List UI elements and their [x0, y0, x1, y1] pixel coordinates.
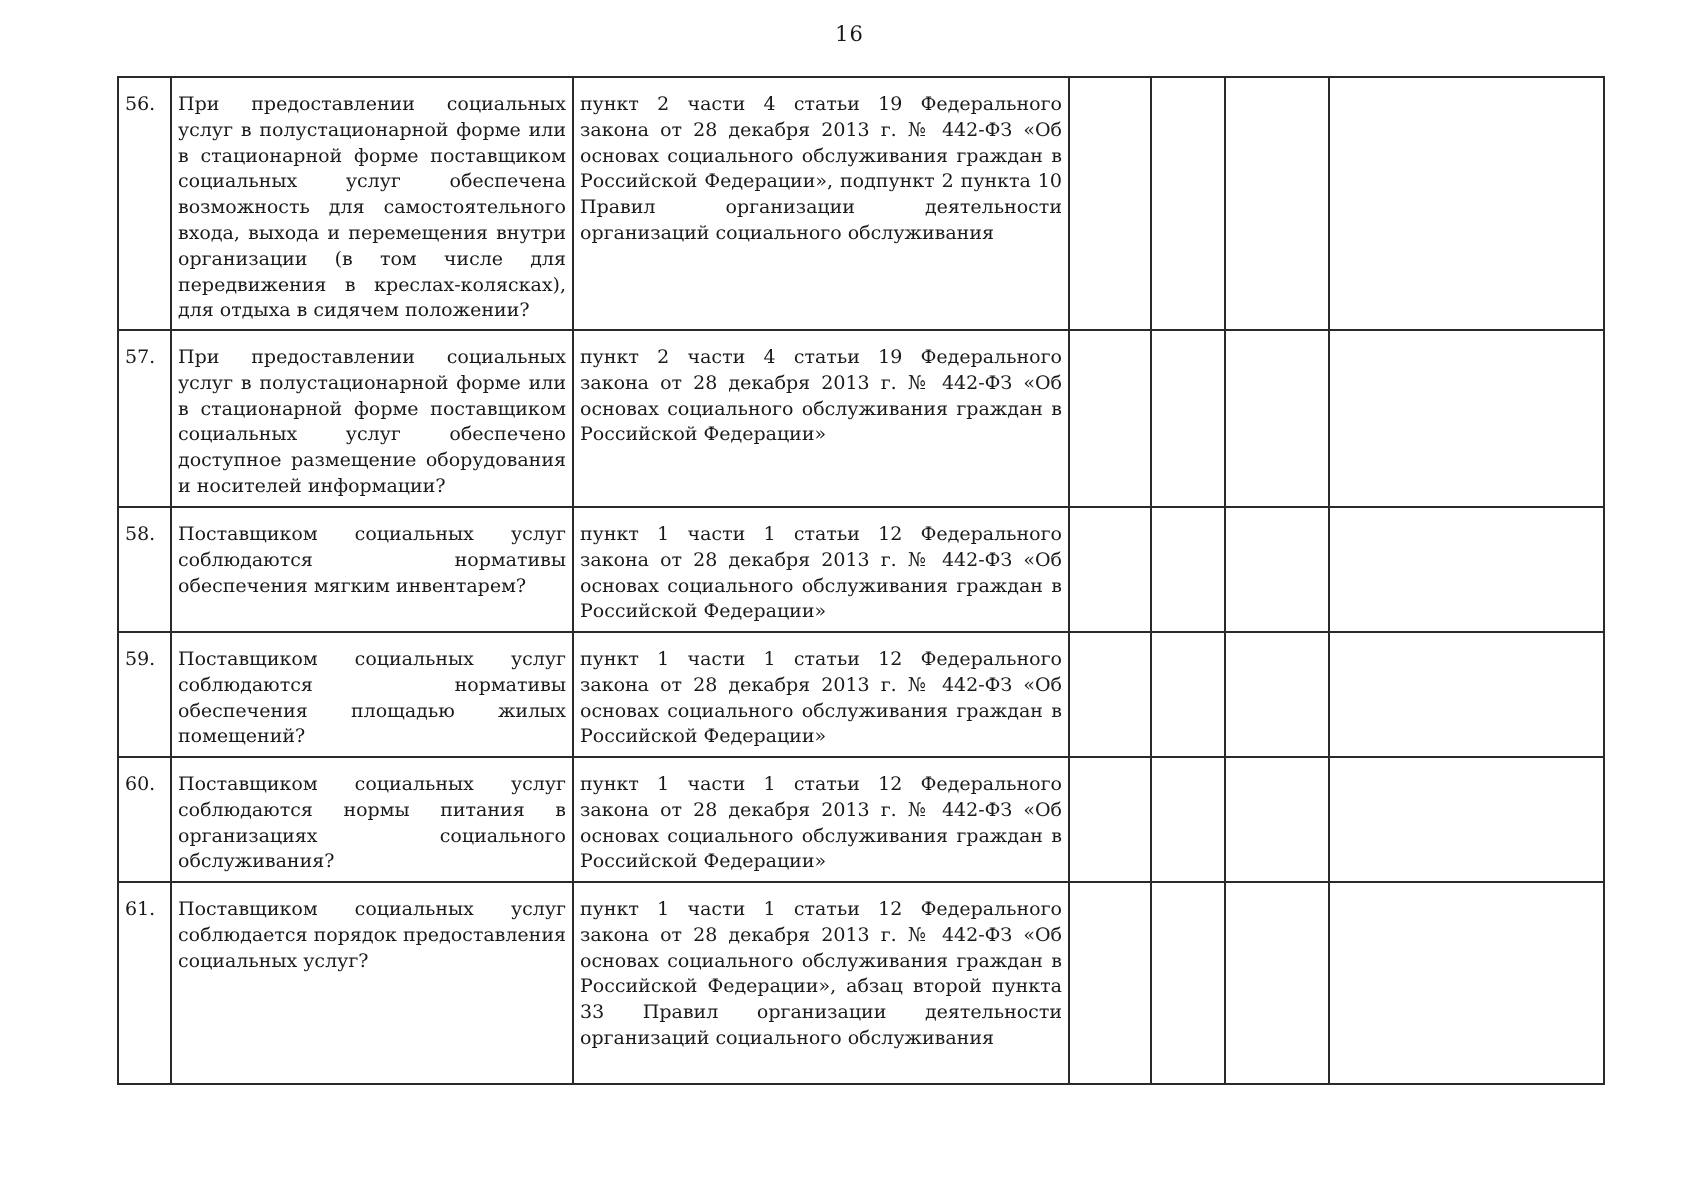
table-row	[118, 757, 1604, 882]
answer-cell-no[interactable]	[1151, 330, 1225, 507]
checklist-table	[117, 76, 1605, 1085]
question-text: Поставщиком социальных услуг соблюдается порядок предоставления социальных услуг?	[171, 882, 573, 1084]
row-number: 61.	[118, 882, 171, 1084]
table-row	[118, 330, 1604, 507]
question-text: При предоставлении социальных услуг в полустационарной форме или в стационарной форме поставщиком социальных услуг обеспечена возможность для самостоятельного входа, выхода и перемещения внутри организации (в том числе для передвижения в креслах-колясках), для отдыха в сидячем положении?	[171, 77, 573, 330]
page-number: 16	[835, 22, 864, 46]
answer-cell-not-applicable[interactable]	[1225, 77, 1329, 330]
row-number: 57.	[118, 330, 171, 507]
answer-cell-yes[interactable]	[1069, 632, 1151, 757]
answer-cell-no[interactable]	[1151, 632, 1225, 757]
row-number: 56.	[118, 77, 171, 330]
row-number: 60.	[118, 757, 171, 882]
answer-cell-yes[interactable]	[1069, 507, 1151, 632]
answer-cell-not-applicable[interactable]	[1225, 507, 1329, 632]
question-text: Поставщиком социальных услуг соблюдаются нормативы обеспечения мягким инвентарем?	[171, 507, 573, 632]
notes-cell[interactable]	[1329, 330, 1604, 507]
table-row	[118, 632, 1604, 757]
notes-cell[interactable]	[1329, 757, 1604, 882]
legal-reference: пункт 1 части 1 статьи 12 Федерального закона от 28 декабря 2013 г. № 442-ФЗ «Об основах социального обслуживания граждан в Российской Федерации»	[573, 507, 1069, 632]
question-text: Поставщиком социальных услуг соблюдаются нормы питания в организациях социального обслуживания?	[171, 757, 573, 882]
answer-cell-no[interactable]	[1151, 507, 1225, 632]
legal-reference: пункт 2 части 4 статьи 19 Федерального закона от 28 декабря 2013 г. № 442-ФЗ «Об основах социального обслуживания граждан в Российской Федерации», подпункт 2 пункта 10 Правил организации деятельности организаций социального обслуживания	[573, 77, 1069, 330]
notes-cell[interactable]	[1329, 77, 1604, 330]
row-number: 59.	[118, 632, 171, 757]
answer-cell-yes[interactable]	[1069, 757, 1151, 882]
answer-cell-not-applicable[interactable]	[1225, 632, 1329, 757]
table-row	[118, 507, 1604, 632]
row-number: 58.	[118, 507, 171, 632]
legal-reference: пункт 1 части 1 статьи 12 Федерального закона от 28 декабря 2013 г. № 442-ФЗ «Об основах социального обслуживания граждан в Российской Федерации»	[573, 757, 1069, 882]
table-row	[118, 882, 1604, 1084]
notes-cell[interactable]	[1329, 632, 1604, 757]
answer-cell-yes[interactable]	[1069, 330, 1151, 507]
answer-cell-not-applicable[interactable]	[1225, 757, 1329, 882]
legal-reference: пункт 2 части 4 статьи 19 Федерального закона от 28 декабря 2013 г. № 442-ФЗ «Об основах социального обслуживания граждан в Российской Федерации»	[573, 330, 1069, 507]
answer-cell-no[interactable]	[1151, 77, 1225, 330]
answer-cell-not-applicable[interactable]	[1225, 330, 1329, 507]
notes-cell[interactable]	[1329, 507, 1604, 632]
legal-reference: пункт 1 части 1 статьи 12 Федерального закона от 28 декабря 2013 г. № 442-ФЗ «Об основах социального обслуживания граждан в Российской Федерации», абзац второй пункта 33 Правил организации деятельности организаций социального обслуживания	[573, 882, 1069, 1084]
answer-cell-not-applicable[interactable]	[1225, 882, 1329, 1084]
question-text: Поставщиком социальных услуг соблюдаются нормативы обеспечения площадью жилых помещений?	[171, 632, 573, 757]
answer-cell-yes[interactable]	[1069, 882, 1151, 1084]
notes-cell[interactable]	[1329, 882, 1604, 1084]
question-text: При предоставлении социальных услуг в полустационарной форме или в стационарной форме поставщиком социальных услуг обеспечено доступное размещение оборудования и носителей информации?	[171, 330, 573, 507]
legal-reference: пункт 1 части 1 статьи 12 Федерального закона от 28 декабря 2013 г. № 442-ФЗ «Об основах социального обслуживания граждан в Российской Федерации»	[573, 632, 1069, 757]
answer-cell-no[interactable]	[1151, 757, 1225, 882]
table-row	[118, 77, 1604, 330]
answer-cell-no[interactable]	[1151, 882, 1225, 1084]
answer-cell-yes[interactable]	[1069, 77, 1151, 330]
